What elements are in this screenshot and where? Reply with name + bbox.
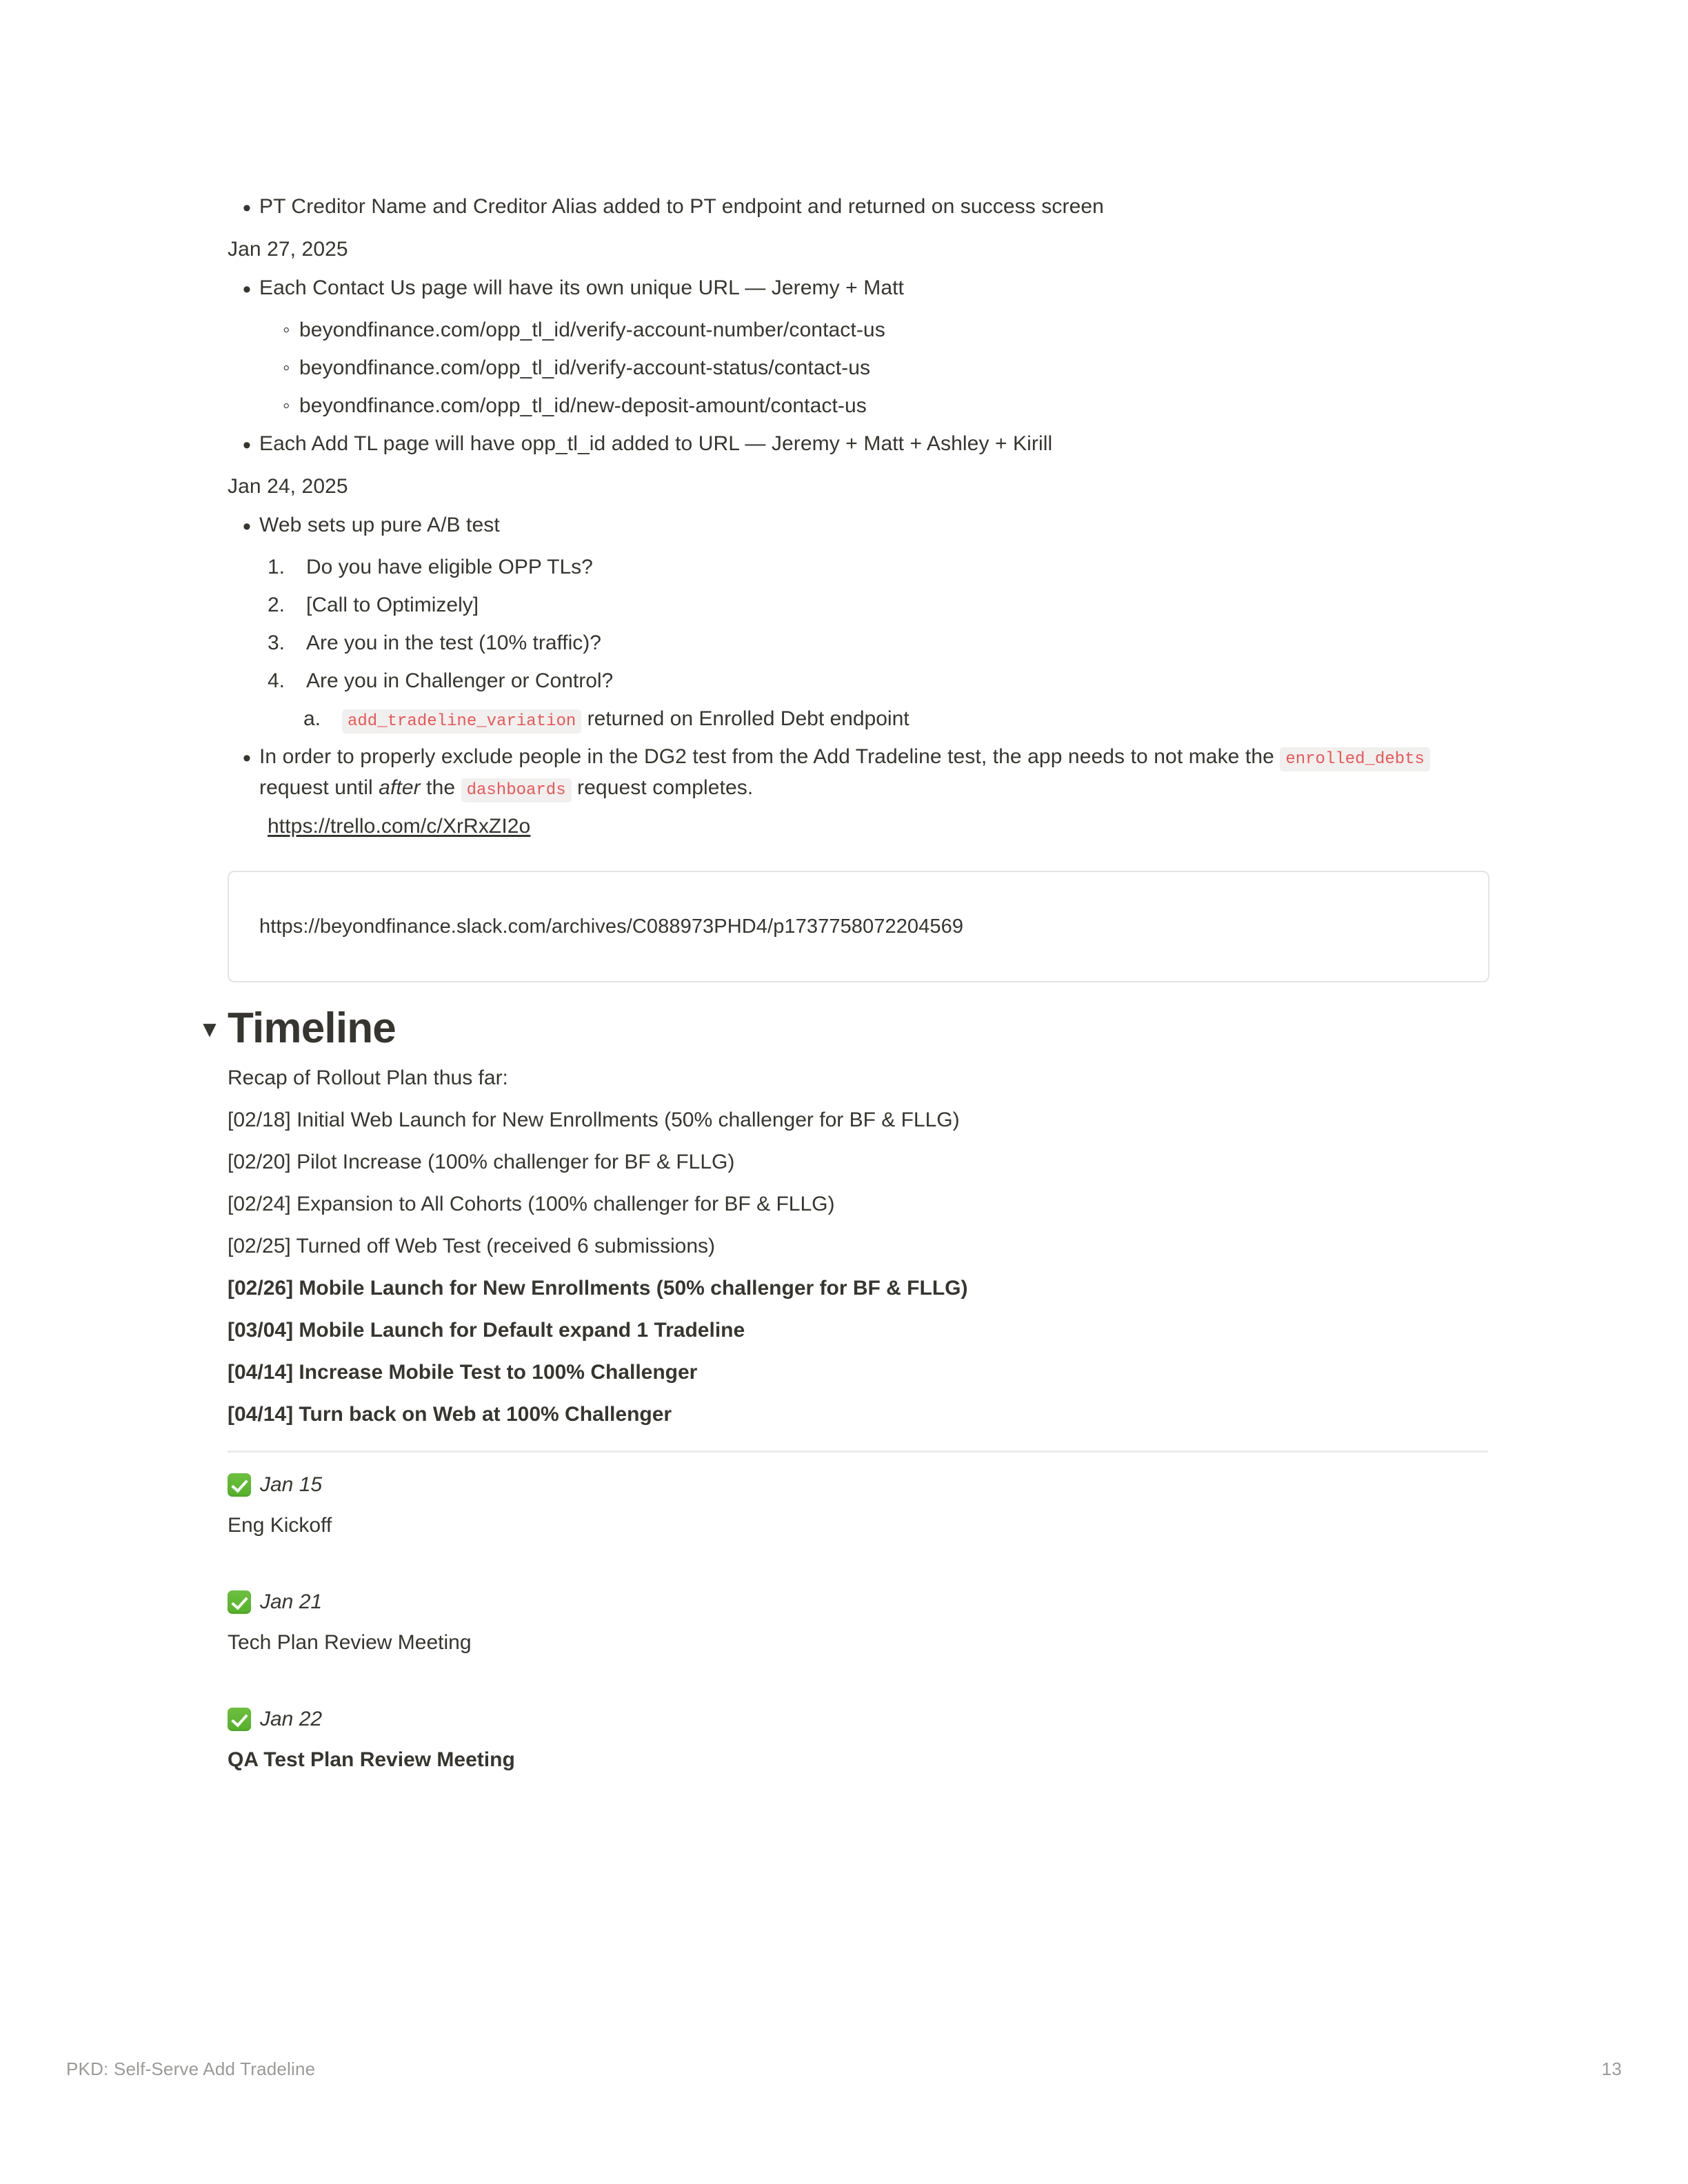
rollout-recap-label: Recap of Rollout Plan thus far: <box>228 1066 508 1090</box>
numbered-list-item <box>268 548 1489 586</box>
spacer <box>228 1664 1489 1699</box>
date-heading-jan24: Jan 24, 2025 <box>228 475 348 498</box>
timeline-event-date: Jan 22 <box>260 1708 323 1731</box>
numbered-item-text: Are you in the test (10% traffic)? <box>306 631 601 654</box>
check-mark-icon <box>228 1473 251 1497</box>
page-content <box>198 188 1489 1781</box>
numbered-item-text: [Call to Optimizely] <box>306 594 479 616</box>
list-item-text: PT Creditor Name and Creditor Alias added to PT endpoint and returned on success screen <box>259 195 1104 218</box>
number-marker: 2. <box>268 594 285 616</box>
bookmark-url[interactable]: https://beyondfinance.slack.com/archives/C088973PHD4/p1737758072204569 <box>259 915 964 938</box>
page-title: Timeline <box>228 1004 396 1052</box>
list-item-text <box>259 741 1489 803</box>
timeline-event-date-row <box>228 1582 1489 1621</box>
list-item <box>268 349 1489 387</box>
timeline-event-title: Tech Plan Review Meeting <box>228 1631 472 1655</box>
url-text: beyondfinance.com/opp_tl_id/new-deposit-amount/contact-us <box>299 394 867 417</box>
timeline-event-date: Jan 21 <box>260 1590 323 1614</box>
numbered-list-item <box>268 624 1489 662</box>
timeline-heading-row <box>192 1003 1489 1057</box>
list-item <box>228 269 1489 311</box>
timeline-event-title: Eng Kickoff <box>228 1514 332 1537</box>
numbered-item-text <box>342 703 1489 734</box>
list-item-text: Each Contact Us page will have its own unique URL — Jeremy + Matt <box>259 276 904 299</box>
rollout-entry: [02/25] Turned off Web Test (received 6 submissions) <box>228 1235 716 1258</box>
numbered-item-text: Do you have eligible OPP TLs? <box>306 556 593 578</box>
timeline-event-title: QA Test Plan Review Meeting <box>228 1748 515 1772</box>
number-marker: 4. <box>268 669 285 692</box>
timeline-event-date-row <box>228 1465 1489 1504</box>
bullet-marker <box>268 352 299 383</box>
inline-code-add-tradeline-variation: add_tradeline_variation <box>342 709 581 734</box>
dg2-text-part2: request until <box>259 776 379 799</box>
rollout-entry: [04/14] Turn back on Web at 100% Challenger <box>228 1403 672 1426</box>
bookmark-card[interactable] <box>228 871 1489 982</box>
rollout-entry: [02/26] Mobile Launch for New Enrollments (50% challenger for BF & FLLG) <box>228 1277 968 1300</box>
check-mark-icon <box>228 1590 251 1614</box>
bullet-marker <box>228 191 259 226</box>
number-marker: 3. <box>268 631 285 654</box>
list-item-text: Web sets up pure A/B test <box>259 514 500 536</box>
number-marker: 1. <box>268 556 285 578</box>
bullet-marker <box>228 509 259 545</box>
timeline-event-date: Jan 15 <box>260 1473 323 1497</box>
letter-marker: a. <box>303 707 321 730</box>
numbered-item-text: Are you in Challenger or Control? <box>306 669 614 692</box>
dg2-italic-after: after <box>379 776 421 799</box>
check-mark-icon <box>228 1708 251 1731</box>
list-item <box>228 425 1489 467</box>
chevron-down-icon[interactable]: ▼ <box>198 1015 221 1042</box>
rollout-entry: [04/14] Increase Mobile Test to 100% Challenger <box>228 1361 698 1384</box>
section-divider <box>228 1450 1488 1453</box>
numbered-list-item-sub <box>303 700 1489 738</box>
rollout-entry: [02/24] Expansion to All Cohorts (100% challenger for BF & FLLG) <box>228 1193 835 1216</box>
url-text: beyondfinance.com/opp_tl_id/verify-account-status/contact-us <box>299 356 871 379</box>
dg2-text-part4: request completes. <box>571 776 754 799</box>
list-item <box>228 188 1489 230</box>
rollout-entry: [02/20] Pilot Increase (100% challenger for BF & FLLG) <box>228 1151 735 1174</box>
inline-code-enrolled-debts: enrolled_debts <box>1280 747 1430 771</box>
dg2-text-part1: In order to properly exclude people in the DG2 test from the Add Tradeline test, the app needs to not make the <box>259 745 1280 768</box>
date-heading-jan27: Jan 27, 2025 <box>228 238 348 261</box>
url-text: beyondfinance.com/opp_tl_id/verify-account-number/contact-us <box>299 318 885 341</box>
list-item-dg2 <box>228 738 1489 807</box>
sub-item-trailing-text: returned on Enrolled Debt endpoint <box>581 707 910 730</box>
inline-code-dashboards: dashboards <box>461 778 572 802</box>
bullet-marker <box>268 314 299 345</box>
spacer <box>228 1546 1489 1582</box>
rollout-entry: [02/18] Initial Web Launch for New Enrollments (50% challenger for BF & FLLG) <box>228 1109 960 1132</box>
bullet-marker <box>228 272 259 307</box>
list-item <box>228 506 1489 548</box>
numbered-list-item <box>268 662 1489 700</box>
list-item <box>268 311 1489 349</box>
bullet-marker <box>268 390 299 421</box>
footer-page-number: 13 <box>1601 2059 1622 2079</box>
rollout-entry: [03/04] Mobile Launch for Default expand 1 Tradeline <box>228 1319 745 1342</box>
bullet-marker <box>228 428 259 463</box>
trello-link-row <box>228 807 1489 846</box>
bullet-marker <box>228 741 259 776</box>
page-footer <box>66 2059 1622 2080</box>
footer-title: PKD: Self-Serve Add Tradeline <box>66 2059 316 2079</box>
trello-link[interactable]: https://trello.com/c/XrRxZI2o <box>268 815 531 838</box>
dg2-text-part3: the <box>420 776 461 799</box>
numbered-list-item <box>268 586 1489 624</box>
list-item-text: Each Add TL page will have opp_tl_id added to URL — Jeremy + Matt + Ashley + Kirill <box>259 432 1053 455</box>
timeline-event-date-row <box>228 1699 1489 1739</box>
list-item <box>268 387 1489 425</box>
